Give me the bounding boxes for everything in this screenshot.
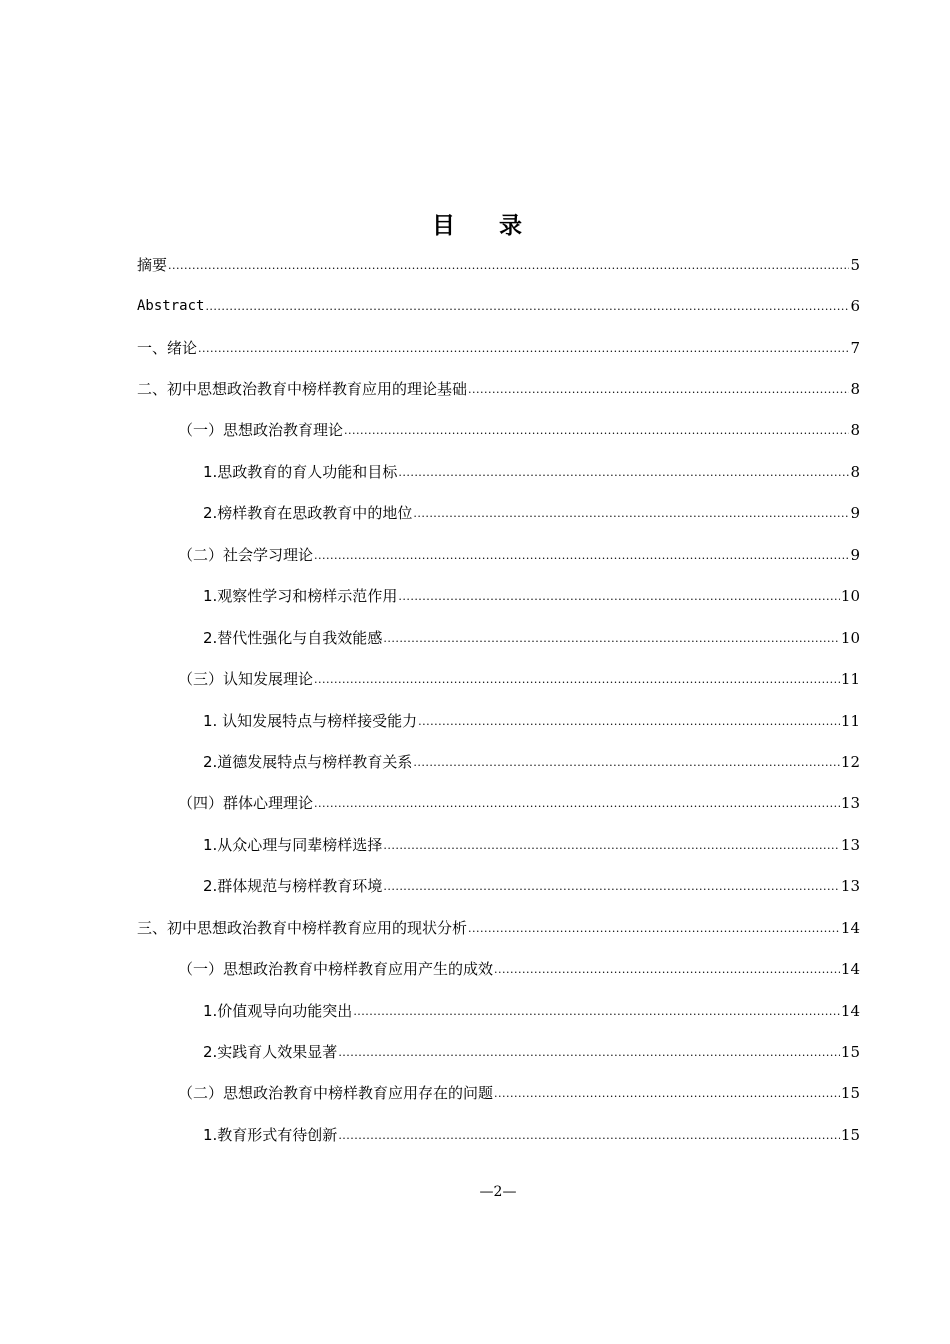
dot-leader: [383, 876, 840, 896]
toc-entry[interactable]: [0, 700, 950, 741]
toc-entry-page-number: 7: [850, 338, 860, 357]
toc-entry-title: 2.群体规范与榜样教育环境: [203, 877, 383, 896]
toc-entry-title: （四）群体心理理论: [178, 794, 314, 813]
dot-leader: [383, 835, 840, 855]
toc-entry-page-number: 8: [850, 421, 860, 440]
toc-entry-page-number: 11: [840, 711, 860, 730]
toc-entry-title: 1.观察性学习和榜样示范作用: [203, 587, 398, 606]
toc-entry[interactable]: [0, 948, 950, 989]
toc-entry[interactable]: [0, 451, 950, 492]
dot-leader: [198, 338, 849, 358]
toc-entry-page-number: 15: [840, 1084, 860, 1103]
page-number-footer: —2—: [479, 1184, 517, 1200]
toc-entry[interactable]: [0, 990, 950, 1031]
toc-entry[interactable]: [0, 1031, 950, 1072]
toc-entry-page-number: 5: [850, 255, 860, 274]
dot-leader: [494, 1083, 840, 1103]
dot-leader: [398, 462, 849, 482]
toc-entry-title: 二、初中思想政治教育中榜样教育应用的理论基础: [137, 380, 468, 399]
toc-entry-page-number: 10: [840, 628, 860, 647]
toc-entry[interactable]: [0, 741, 950, 782]
toc-entry-title: 2.道德发展特点与榜样教育关系: [203, 752, 413, 771]
toc-entry-title: （二）思想政治教育中榜样教育应用存在的问题: [178, 1084, 494, 1103]
toc-entry-title: 2.替代性强化与自我效能感: [203, 628, 383, 647]
toc-entry-page-number: 9: [850, 504, 860, 523]
toc-entry-page-number: 8: [850, 462, 860, 481]
toc-entry-title: 1.价值观导向功能突出: [203, 1001, 353, 1020]
toc-entry[interactable]: [0, 327, 950, 368]
toc-entry-title: （一）思想政治教育中榜样教育应用产生的成效: [178, 960, 494, 979]
toc-entry[interactable]: [0, 368, 950, 409]
toc-entry-page-number: 8: [850, 380, 860, 399]
dot-leader: [314, 669, 840, 689]
toc-entry-title: （三）认知发展理论: [178, 670, 314, 689]
toc-entry-page-number: 6: [850, 297, 860, 316]
toc-entry[interactable]: [0, 410, 950, 451]
toc-entry[interactable]: [0, 576, 950, 617]
toc-list: [0, 244, 950, 1156]
toc-entry-page-number: 15: [840, 1125, 860, 1144]
toc-entry-title: 摘要: [137, 255, 168, 274]
dot-leader: [468, 918, 840, 938]
toc-entry-page-number: 13: [840, 835, 860, 854]
dot-leader: [398, 586, 840, 606]
toc-entry-title: 一、绪论: [137, 338, 198, 357]
toc-entry-title: 2.实践育人效果显著: [203, 1043, 338, 1062]
toc-entry[interactable]: [0, 1114, 950, 1155]
dot-leader: [383, 628, 840, 648]
dot-leader: [353, 1001, 840, 1021]
dot-leader: [418, 711, 840, 731]
toc-entry[interactable]: [0, 1073, 950, 1114]
dot-leader: [314, 793, 840, 813]
toc-entry-page-number: 15: [840, 1043, 860, 1062]
toc-entry-title: 2.榜样教育在思政教育中的地位: [203, 504, 413, 523]
toc-entry-title: 1. 认知发展特点与榜样接受能力: [203, 711, 418, 730]
toc-entry-title: 三、初中思想政治教育中榜样教育应用的现状分析: [137, 918, 468, 937]
dot-leader: [338, 1042, 840, 1062]
toc-entry-title: 1.教育形式有待创新: [203, 1125, 338, 1144]
toc-entry-title: 1.思政教育的育人功能和目标: [203, 462, 398, 481]
toc-entry-page-number: 10: [840, 587, 860, 606]
toc-entry[interactable]: [0, 534, 950, 575]
toc-entry-page-number: 13: [840, 794, 860, 813]
toc-entry-page-number: 14: [840, 918, 860, 937]
toc-entry[interactable]: [0, 824, 950, 865]
toc-entry-title: （二）社会学习理论: [178, 545, 314, 564]
toc-entry[interactable]: [0, 866, 950, 907]
toc-entry[interactable]: [0, 907, 950, 948]
toc-entry-page-number: 9: [850, 545, 860, 564]
dot-leader: [413, 752, 840, 772]
dot-leader: [338, 1125, 840, 1145]
toc-entry-page-number: 14: [840, 960, 860, 979]
toc-entry-page-number: 13: [840, 877, 860, 896]
toc-entry[interactable]: [0, 244, 950, 285]
dot-leader: [344, 420, 849, 440]
dot-leader: [468, 379, 849, 399]
dot-leader: [205, 296, 849, 316]
toc-entry[interactable]: [0, 285, 950, 326]
dot-leader: [168, 255, 849, 275]
toc-entry[interactable]: [0, 493, 950, 534]
dot-leader: [494, 959, 840, 979]
toc-title: 目录: [432, 213, 566, 240]
toc-entry[interactable]: [0, 617, 950, 658]
toc-entry-page-number: 12: [840, 752, 860, 771]
toc-entry-title: 1.从众心理与同辈榜样选择: [203, 835, 383, 854]
toc-entry-page-number: 11: [840, 670, 860, 689]
toc-entry-title: （一）思想政治教育理论: [178, 421, 344, 440]
toc-entry-title: Abstract: [137, 298, 205, 315]
dot-leader: [314, 545, 849, 565]
toc-entry[interactable]: [0, 658, 950, 699]
toc-entry[interactable]: [0, 783, 950, 824]
toc-entry-page-number: 14: [840, 1001, 860, 1020]
dot-leader: [413, 503, 849, 523]
